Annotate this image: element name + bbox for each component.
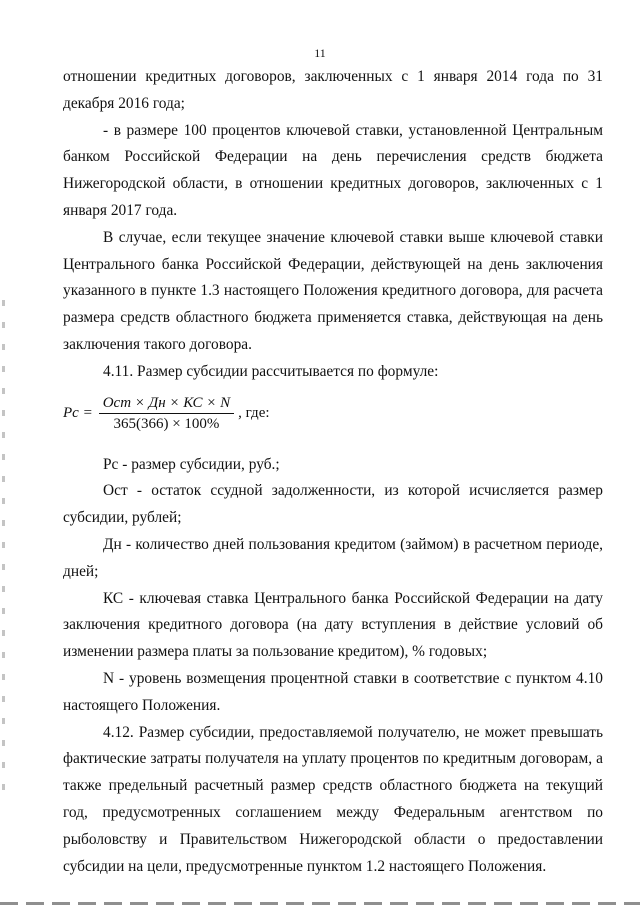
formula-suffix: , где: — [238, 405, 270, 422]
definition-days: Дн - количество дней пользования кредитом (займом) в расчетном периоде, дней; — [63, 535, 603, 580]
scan-margin-marks — [2, 300, 5, 800]
definition-subsidy: Pс - размер субсидии, руб.; — [103, 455, 280, 473]
paragraph-rate-condition: В случае, если текущее значение ключевой ставки выше ключевой ставки Центрального банка Российской Федерации, действующей на день заключения указанного в пункте 1.3 настоящего Положения кредитного договора, для расчета размера средств областного бюджета применяется ставка, действующая на день заключения такого договора. — [63, 228, 603, 353]
page-number: 11 — [314, 46, 326, 60]
paragraph-continuation: отношении кредитных договоров, заключенных с 1 января 2014 года по 31 декабря 2016 года; — [63, 68, 603, 112]
document-body — [63, 64, 603, 880]
definition-key-rate: КС - ключевая ставка Центрального банка Российской Федерации на дату заключения кредитного договора (на дату вступления в действие условий об изменении размера платы за пользование кредитом), % годовых; — [63, 589, 603, 661]
formula-fraction — [99, 394, 234, 433]
subsidy-formula — [63, 386, 603, 442]
definition-reimbursement-level: N - уровень возмещения процентной ставки в соответствие с пунктом 4.10 настоящего Положения. — [63, 669, 603, 714]
formula-lhs: Pс = — [63, 405, 93, 422]
formula-denominator: 365(366) × 100% — [113, 416, 220, 433]
paragraph-rate-2017: - в размере 100 процентов ключевой ставки, установленной Центральным банком Российской Федерации на день перечисления средств бюджета Нижегородской области, в отношении кредитных договоров, заключенных с 1 января 2017 года. — [63, 121, 603, 219]
paragraph-4-11: 4.11. Размер субсидии рассчитывается по формуле: — [103, 362, 439, 380]
paragraph-4-12: 4.12. Размер субсидии, предоставляемой получателю, не может превышать фактические затраты получателя на уплату процентов по кредитным договорам, а также предельный расчетный размер средств областного бюджета на текущий год, предусмотренных соглашением между Федеральным агентством по рыболовству и Правительством Нижегородской области о предоставлении субсидии на цели, предусмотренные пунктом 1.2 настоящего Положения. — [63, 723, 603, 875]
formula-numerator: Oст × Дн × КС × N — [99, 394, 234, 414]
definition-balance: Oст - остаток ссудной задолженности, из которой исчисляется размер субсидии, рублей; — [63, 482, 603, 527]
